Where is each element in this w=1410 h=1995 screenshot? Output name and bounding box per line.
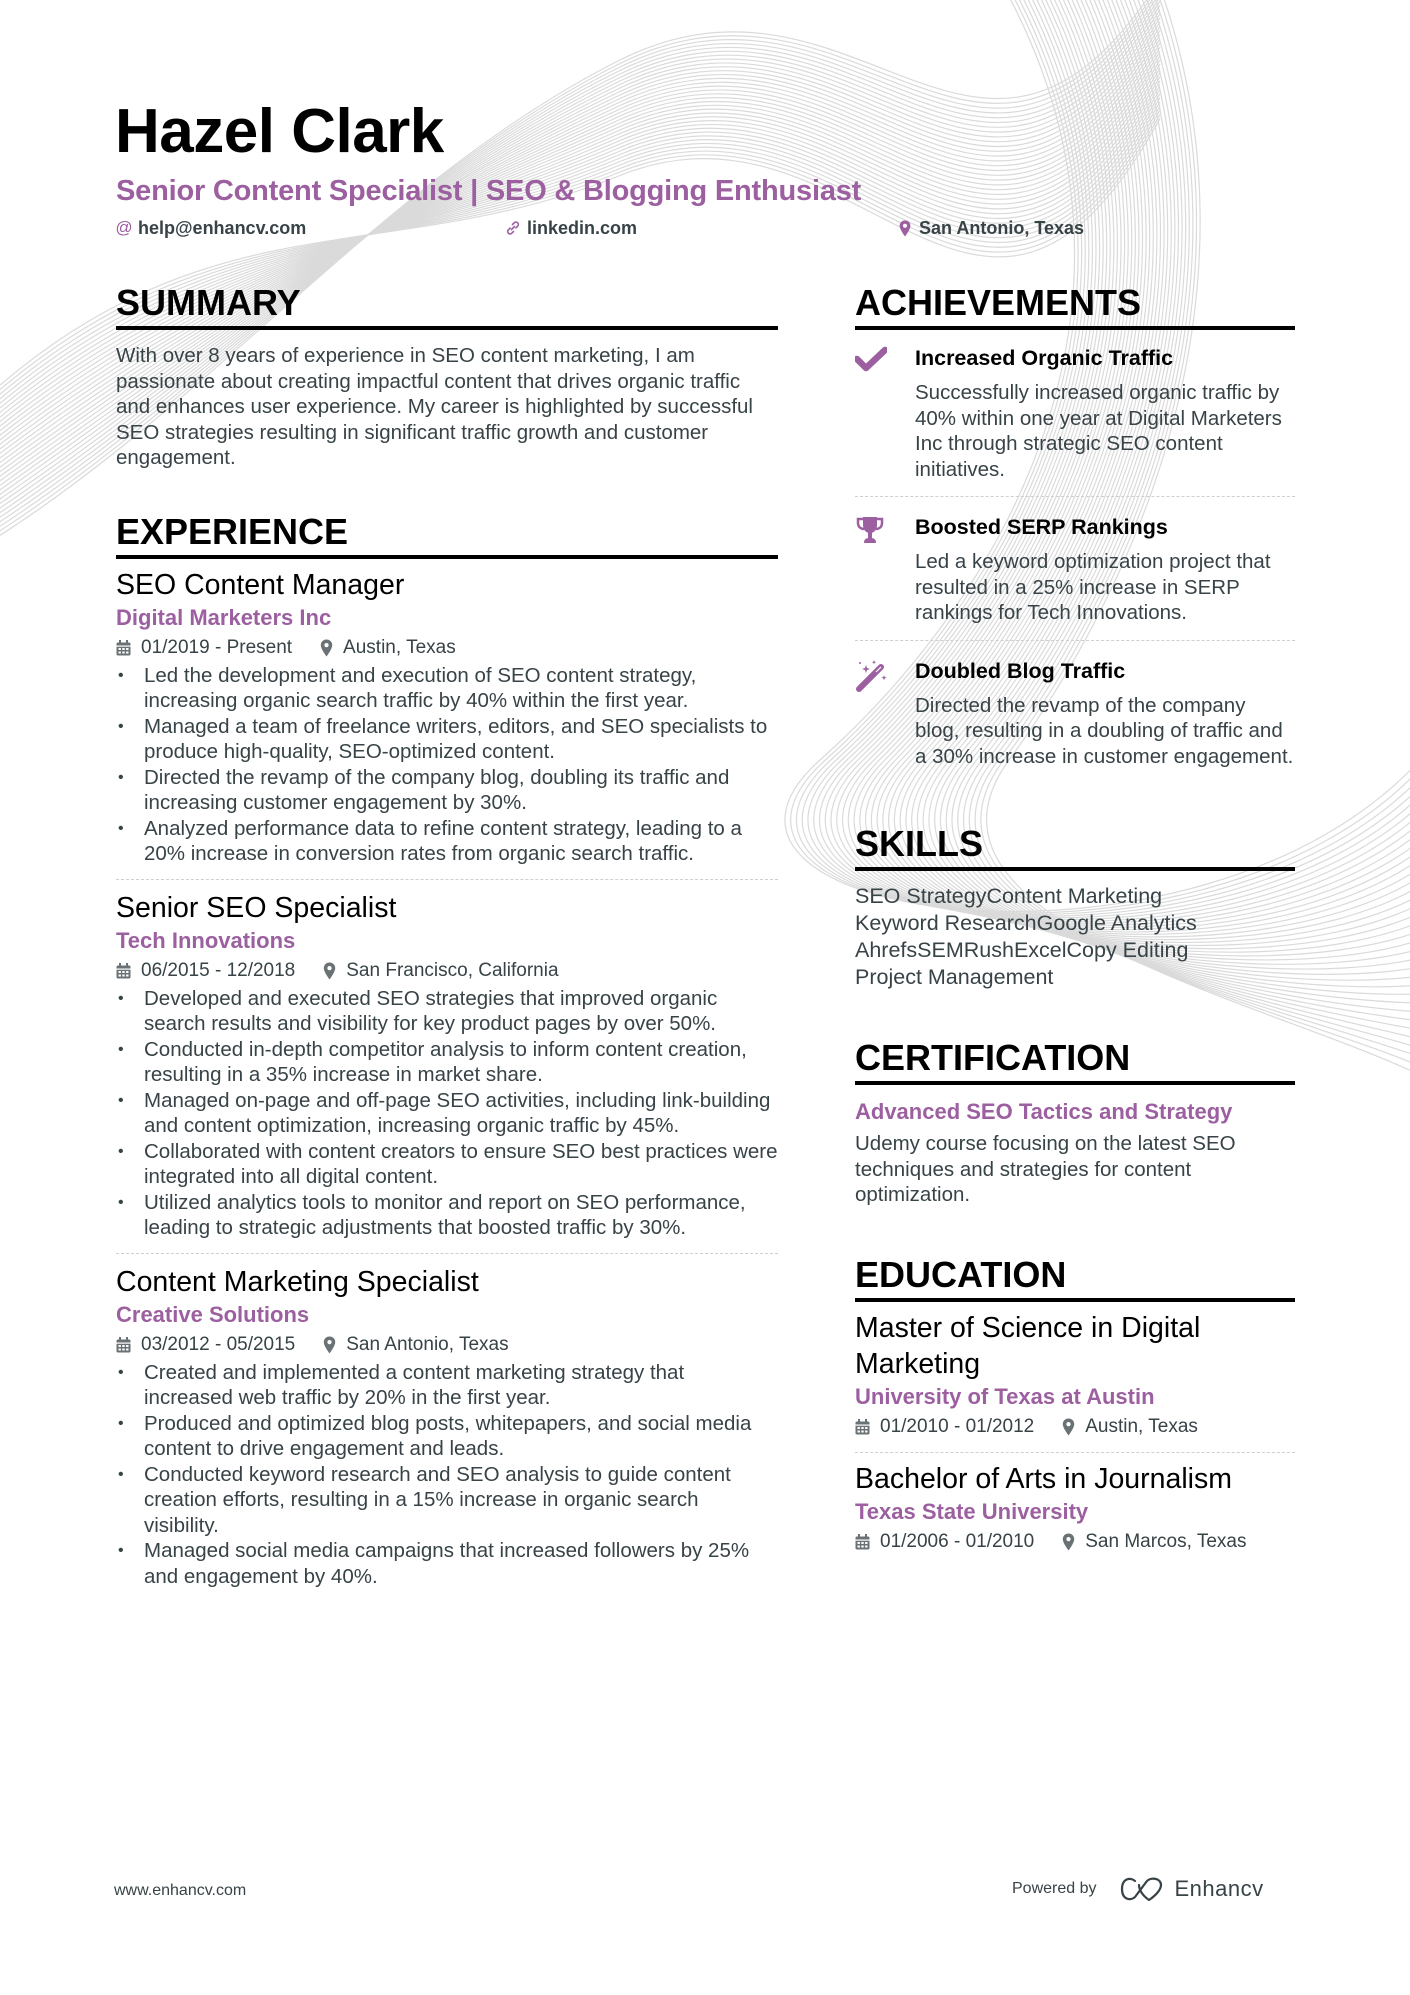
skills-list xyxy=(855,883,1295,991)
education-dates: 01/2006 - 01/2010 xyxy=(880,1530,1035,1552)
certification-description: Udemy course focusing on the latest SEO techniques and strategies for content optimization. xyxy=(855,1132,1236,1206)
candidate-name: Hazel Clark xyxy=(115,97,444,166)
education-meta xyxy=(855,1527,1295,1557)
bullet-item: • Led the development and execution of SEO content strategy, increasing organic search traffic by 40% within the first year. xyxy=(116,663,778,714)
company-name: Tech Innovations xyxy=(116,927,296,953)
bullet-item: • Created and implemented a content marketing strategy that increased web traffic by 20% in the first year. xyxy=(116,1360,778,1411)
company-name: Creative Solutions xyxy=(116,1301,310,1327)
summary-text: With over 8 years of experience in SEO content marketing, I am passionate about creating impactful content that drives organic traffic and enhances user experience. My career is highlighted by successful SEO strategies resulting in significant traffic growth and customer engagement. xyxy=(116,344,753,469)
checkmark-icon xyxy=(855,344,915,482)
achievement-description: Led a keyword optimization project that resulted in a 25% increase in SERP rankings for Tech Innovations. xyxy=(915,550,1271,624)
skill-item: Project Management xyxy=(855,965,1054,989)
link-icon xyxy=(505,220,521,236)
education-meta xyxy=(855,1412,1295,1442)
job-meta xyxy=(116,1330,778,1360)
skill-item: SEMRush xyxy=(917,938,1014,962)
education-dates: 01/2010 - 01/2012 xyxy=(880,1415,1035,1437)
location-pin-icon xyxy=(323,1336,336,1354)
achievements-section xyxy=(855,282,1295,783)
job-title: Senior SEO Specialist xyxy=(116,891,397,924)
summary-section xyxy=(116,282,778,471)
magic-wand-icon xyxy=(855,657,915,770)
skill-item: SEO Strategy xyxy=(855,884,987,908)
skills-section xyxy=(855,823,1295,991)
experience-entry xyxy=(116,1264,778,1602)
school-name: Texas State University xyxy=(855,1498,1089,1524)
contact-bar xyxy=(116,216,1216,240)
skills-heading: SKILLS xyxy=(855,823,1295,871)
school-name: University of Texas at Austin xyxy=(855,1383,1155,1409)
certification-heading: CERTIFICATION xyxy=(855,1037,1295,1085)
company-name: Digital Marketers Inc xyxy=(116,604,332,630)
experience-section xyxy=(116,511,778,1602)
trophy-icon xyxy=(855,513,915,626)
left-column xyxy=(116,282,778,1649)
skill-item: Excel xyxy=(1013,938,1067,962)
calendar-icon xyxy=(855,1419,870,1435)
bullet-item: • Collaborated with content creators to ensure SEO best practices were integrated into all digital content. xyxy=(116,1139,778,1190)
location-pin-icon xyxy=(897,220,913,237)
footer-branding[interactable] xyxy=(1012,1876,1264,1902)
job-meta xyxy=(116,633,778,663)
brand-name: Enhancv xyxy=(1174,1876,1264,1901)
bullet-item: • Produced and optimized blog posts, whitepapers, and social media content to drive engagement and leads. xyxy=(116,1411,778,1462)
job-bullets xyxy=(116,663,778,867)
job-meta xyxy=(116,956,778,986)
skill-item: Ahrefs xyxy=(855,938,918,962)
calendar-icon xyxy=(116,640,131,656)
job-location: San Francisco, California xyxy=(346,959,559,981)
contact-location-text: San Antonio, Texas xyxy=(919,218,1085,238)
job-dates: 03/2012 - 05/2015 xyxy=(141,1333,296,1355)
job-bullets xyxy=(116,986,778,1241)
at-icon: @ xyxy=(115,218,133,237)
contact-linkedin-text: linkedin.com xyxy=(527,218,638,238)
achievement-description: Successfully increased organic traffic by 40% within one year at Digital Marketers Inc through strategic SEO content initiatives. xyxy=(915,381,1282,481)
education-location: Austin, Texas xyxy=(1085,1415,1198,1437)
contact-linkedin[interactable] xyxy=(505,216,637,240)
contact-email[interactable] xyxy=(116,216,306,240)
achievement-title: Increased Organic Traffic xyxy=(915,346,1174,370)
bullet-item: • Directed the revamp of the company blog, doubling its traffic and increasing customer engagement by 30%. xyxy=(116,765,778,816)
summary-heading: SUMMARY xyxy=(116,282,778,330)
achievement-title: Doubled Blog Traffic xyxy=(915,658,1126,683)
education-heading: EDUCATION xyxy=(855,1254,1295,1302)
achievement-title: Boosted SERP Rankings xyxy=(915,515,1168,539)
right-column xyxy=(855,282,1295,1615)
achievement-description: Directed the revamp of the company blog, resulting in a doubling of traffic and a 30% increase in customer engagement. xyxy=(915,693,1294,768)
achievement-item xyxy=(855,497,1295,641)
enhancv-logo-icon xyxy=(1119,1876,1165,1902)
calendar-icon xyxy=(855,1534,870,1550)
candidate-headline: Senior Content Specialist | SEO & Blogging Enthusiast xyxy=(116,175,862,207)
location-pin-icon xyxy=(1062,1418,1075,1436)
skill-item: Content Marketing xyxy=(986,884,1163,908)
footer-website-link[interactable]: www.enhancv.com xyxy=(114,1882,247,1899)
certification-name: Advanced SEO Tactics and Strategy xyxy=(855,1099,1233,1124)
education-location: San Marcos, Texas xyxy=(1085,1530,1247,1552)
bullet-item: • Managed a team of freelance writers, editors, and SEO specialists to produce high-quality, SEO-optimized content. xyxy=(116,714,778,765)
skill-item: Keyword Research xyxy=(855,911,1037,935)
bullet-item: • Managed on-page and off-page SEO activities, including link-building and content optimization, increasing organic traffic by 45%. xyxy=(116,1088,778,1139)
degree-title: Master of Science in Digital Marketing xyxy=(855,1311,1201,1380)
experience-entry xyxy=(116,890,778,1254)
location-pin-icon xyxy=(323,962,336,980)
bullet-item: • Conducted in-depth competitor analysis to inform content creation, resulting in a 35% increase in market share. xyxy=(116,1037,778,1088)
education-entry xyxy=(855,1310,1295,1453)
achievement-item xyxy=(855,330,1295,497)
achievements-heading: ACHIEVEMENTS xyxy=(855,282,1295,330)
bullet-item: • Managed social media campaigns that increased followers by 25% and engagement by 40%. xyxy=(116,1538,778,1589)
job-title: Content Marketing Specialist xyxy=(116,1265,479,1298)
job-dates: 06/2015 - 12/2018 xyxy=(141,959,296,981)
calendar-icon xyxy=(116,963,131,979)
degree-title: Bachelor of Arts in Journalism xyxy=(855,1462,1232,1495)
job-dates: 01/2019 - Present xyxy=(141,636,293,658)
certification-section xyxy=(855,1037,1295,1208)
calendar-icon xyxy=(116,1337,131,1353)
achievement-item xyxy=(855,641,1295,784)
skill-item: Google Analytics xyxy=(1036,911,1197,935)
location-pin-icon xyxy=(1062,1533,1075,1551)
job-bullets xyxy=(116,1360,778,1590)
education-entry xyxy=(855,1461,1295,1567)
education-section xyxy=(855,1254,1295,1567)
skill-item: Copy Editing xyxy=(1066,938,1189,962)
job-title: SEO Content Manager xyxy=(116,568,405,601)
bullet-item: • Analyzed performance data to refine content strategy, leading to a 20% increase in conversion rates from organic search traffic. xyxy=(116,816,778,867)
contact-location xyxy=(897,216,1084,240)
powered-by-label: Powered by xyxy=(1012,1880,1097,1897)
location-pin-icon xyxy=(320,639,333,657)
enhancv-logo xyxy=(1119,1876,1264,1902)
contact-email-text: help@enhancv.com xyxy=(138,218,307,238)
job-location: Austin, Texas xyxy=(343,636,456,658)
job-location: San Antonio, Texas xyxy=(346,1333,509,1355)
bullet-item: • Developed and executed SEO strategies that improved organic search results and visibility for key product pages by over 50%. xyxy=(116,986,778,1037)
bullet-item: • Utilized analytics tools to monitor and report on SEO performance, leading to strategic adjustments that boosted traffic by 30%. xyxy=(116,1190,778,1241)
bullet-item: • Conducted keyword research and SEO analysis to guide content creation efforts, resulting in a 15% increase in organic search visibility. xyxy=(116,1462,778,1539)
experience-heading: EXPERIENCE xyxy=(116,511,778,559)
experience-entry xyxy=(116,567,778,880)
